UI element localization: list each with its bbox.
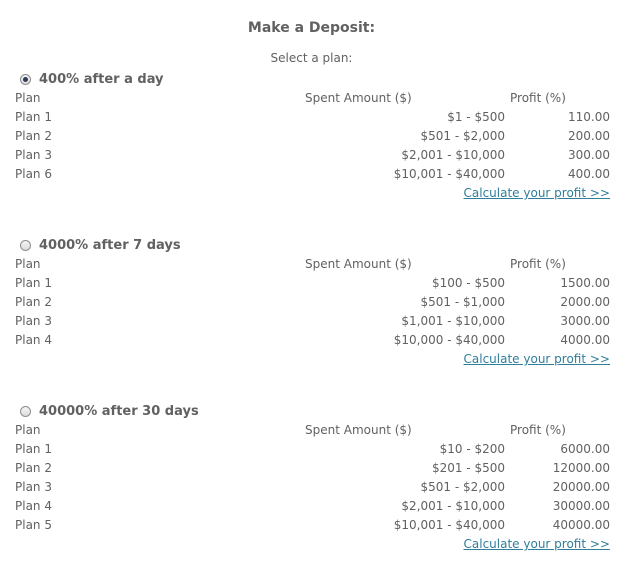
table-row xyxy=(0,331,623,350)
plan-label: Plan 1 xyxy=(15,110,52,124)
table-header-row xyxy=(0,421,623,440)
profit-value: 30000.00 xyxy=(552,499,610,513)
table-row xyxy=(0,274,623,293)
profit-value: 400.00 xyxy=(568,167,610,181)
plan-option[interactable] xyxy=(20,235,181,255)
select-plan-label: Select a plan: xyxy=(270,51,353,65)
profit-value: 300.00 xyxy=(568,148,610,162)
plan-label: Plan 1 xyxy=(15,276,52,290)
calculate-profit-link[interactable]: Calculate your profit >> xyxy=(463,352,610,366)
plan-label: Plan 2 xyxy=(15,129,52,143)
amount-range: $10 - $200 xyxy=(439,442,505,456)
table-row xyxy=(0,127,623,146)
plan-label: Plan 2 xyxy=(15,461,52,475)
amount-range: $2,001 - $10,000 xyxy=(401,148,505,162)
table-header-row xyxy=(0,89,623,108)
amount-range: $10,001 - $40,000 xyxy=(393,167,505,181)
profit-value: 12000.00 xyxy=(552,461,610,475)
plan-label: Plan 4 xyxy=(15,499,52,513)
table-row xyxy=(0,165,623,184)
table-row xyxy=(0,312,623,331)
plan-column-header: Plan xyxy=(15,257,41,271)
amount-range: $1,001 - $10,000 xyxy=(401,314,505,328)
plan-option[interactable] xyxy=(20,401,199,421)
amount-range: $2,001 - $10,000 xyxy=(401,499,505,513)
amount-column-header: Spent Amount ($) xyxy=(305,91,412,105)
amount-column-header: Spent Amount ($) xyxy=(305,257,412,271)
plan-label: Plan 3 xyxy=(15,148,52,162)
table-row xyxy=(0,146,623,165)
profit-value: 6000.00 xyxy=(560,442,610,456)
amount-range: $10,001 - $40,000 xyxy=(393,518,505,532)
calculate-profit-link[interactable]: Calculate your profit >> xyxy=(463,186,610,200)
plan-column-header: Plan xyxy=(15,91,41,105)
profit-column-header: Profit (%) xyxy=(510,91,566,105)
profit-value: 1500.00 xyxy=(560,276,610,290)
table-header-row xyxy=(0,255,623,274)
plan-label: Plan 6 xyxy=(15,167,52,181)
table-row xyxy=(0,293,623,312)
profit-value: 3000.00 xyxy=(560,314,610,328)
table-row xyxy=(0,516,623,535)
plan-label: Plan 5 xyxy=(15,518,52,532)
profit-value: 40000.00 xyxy=(552,518,610,532)
plan-name: 40000% after 30 days xyxy=(39,403,199,419)
plan-radio[interactable] xyxy=(20,240,31,251)
table-row xyxy=(0,108,623,127)
plan-label: Plan 3 xyxy=(15,480,52,494)
profit-value: 4000.00 xyxy=(560,333,610,347)
table-row xyxy=(0,497,623,516)
profit-value: 110.00 xyxy=(568,110,610,124)
plan-radio[interactable] xyxy=(20,406,31,417)
amount-column-header: Spent Amount ($) xyxy=(305,423,412,437)
amount-range: $201 - $500 xyxy=(431,461,505,475)
amount-range: $501 - $2,000 xyxy=(420,129,505,143)
amount-range: $501 - $2,000 xyxy=(420,480,505,494)
plan-label: Plan 2 xyxy=(15,295,52,309)
plan-label: Plan 1 xyxy=(15,442,52,456)
amount-range: $501 - $1,000 xyxy=(420,295,505,309)
profit-column-header: Profit (%) xyxy=(510,423,566,437)
calc-row xyxy=(0,350,623,369)
plan-name: 400% after a day xyxy=(39,71,164,87)
plan-radio[interactable] xyxy=(20,74,31,85)
profit-value: 20000.00 xyxy=(552,480,610,494)
table-row xyxy=(0,478,623,497)
plan-label: Plan 3 xyxy=(15,314,52,328)
profit-column-header: Profit (%) xyxy=(510,257,566,271)
amount-range: $1 - $500 xyxy=(447,110,505,124)
plan-option[interactable] xyxy=(20,69,164,89)
plan-block xyxy=(0,69,623,209)
calc-row xyxy=(0,184,623,203)
calculate-profit-link[interactable]: Calculate your profit >> xyxy=(463,537,610,551)
table-row xyxy=(0,440,623,459)
plan-name: 4000% after 7 days xyxy=(39,237,181,253)
plan-label: Plan 4 xyxy=(15,333,52,347)
amount-range: $10,000 - $40,000 xyxy=(393,333,505,347)
plan-column-header: Plan xyxy=(15,423,41,437)
amount-range: $100 - $500 xyxy=(431,276,505,290)
table-row xyxy=(0,459,623,478)
page-title: Make a Deposit: xyxy=(247,20,376,36)
plan-block xyxy=(0,401,623,561)
profit-value: 200.00 xyxy=(568,129,610,143)
profit-value: 2000.00 xyxy=(560,295,610,309)
plan-block xyxy=(0,235,623,375)
calc-row xyxy=(0,535,623,554)
